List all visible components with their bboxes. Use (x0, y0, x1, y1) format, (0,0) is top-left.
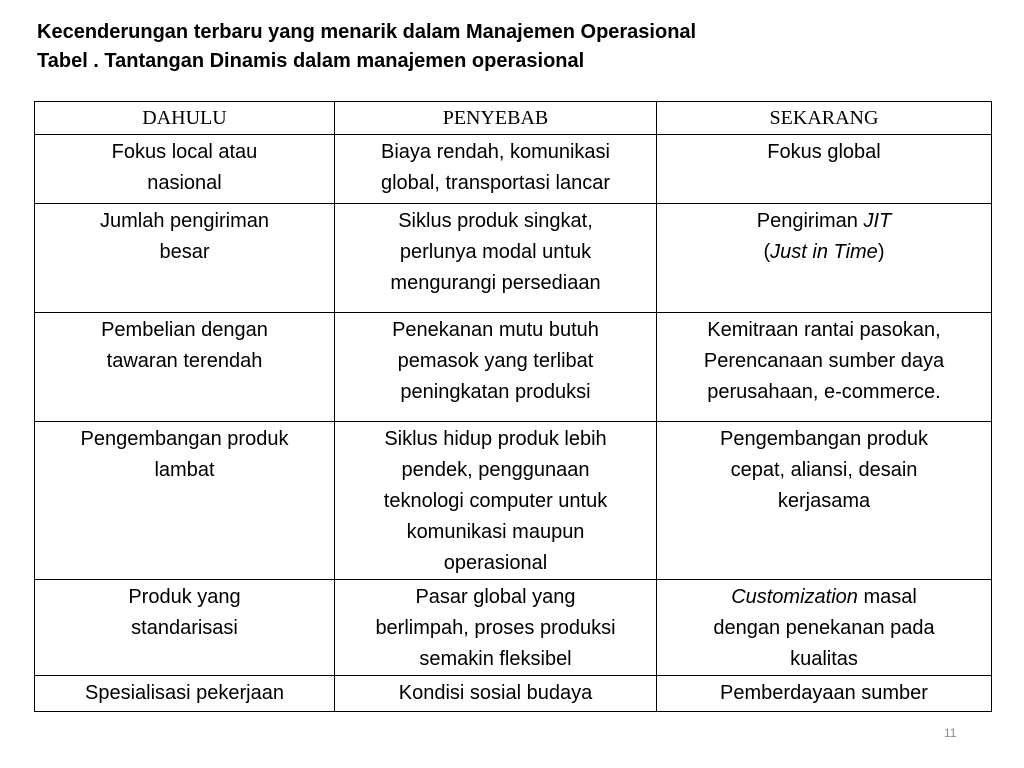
cell-line: mengurangi persediaan (390, 272, 601, 294)
cell-line: Siklus produk singkat, (398, 210, 593, 232)
header-sekarang: SEKARANG (657, 102, 992, 135)
cell-sekarang (657, 422, 992, 580)
jit-prefix: Pengiriman (756, 210, 864, 232)
challenges-table (34, 101, 992, 712)
cell-line: kualitas (790, 648, 858, 670)
jit-close-paren: ) (877, 241, 885, 263)
cell-penyebab (335, 204, 657, 313)
cell-line: lambat (154, 459, 215, 481)
table-row (35, 204, 992, 313)
cell-line: Penekanan mutu butuh (392, 319, 599, 341)
jit-abbr: JIT (863, 210, 892, 232)
jit-open-paren: ( (763, 241, 771, 263)
table-row (35, 313, 992, 422)
cell-line: Pemberdayaan sumber (720, 682, 928, 704)
cell-penyebab (335, 580, 657, 676)
cell-line: Fokus local atau (111, 141, 258, 163)
cell-line: Produk yang (128, 586, 241, 608)
header-penyebab: PENYEBAB (335, 102, 657, 135)
cell-dahulu (35, 204, 335, 313)
cell-line: pemasok yang terlibat (397, 350, 594, 372)
cell-line: Kondisi sosial budaya (398, 682, 593, 704)
cell-line: Pengembangan produk (80, 428, 289, 450)
cell-line: Jumlah pengiriman (100, 210, 269, 232)
cell-line: cepat, aliansi, desain (730, 459, 918, 481)
cell-line: Pembelian dengan (101, 319, 268, 341)
cell-sekarang (657, 580, 992, 676)
table-header-row (35, 102, 992, 135)
cell-dahulu (35, 676, 335, 712)
customization-rest: masal (857, 586, 917, 608)
cell-penyebab (335, 313, 657, 422)
cell-line: Kemitraan rantai pasokan, (707, 319, 941, 341)
cell-line: Pasar global yang (415, 586, 576, 608)
header-dahulu: DAHULU (35, 102, 335, 135)
cell-line: perusahaan, e-commerce. (707, 381, 941, 403)
cell-line: Siklus hidup produk lebih (384, 428, 607, 450)
cell-penyebab (335, 135, 657, 204)
cell-sekarang (657, 204, 992, 313)
slide-title (37, 18, 696, 76)
cell-sekarang (657, 676, 992, 712)
table-row (35, 580, 992, 676)
cell-line: standarisasi (131, 617, 238, 639)
table-row (35, 135, 992, 204)
table-row (35, 676, 992, 712)
cell-line: pendek, penggunaan (401, 459, 590, 481)
cell-line: peningkatan produksi (400, 381, 591, 403)
cell-line: besar (159, 241, 210, 263)
table-row (35, 422, 992, 580)
cell-line: perlunya modal untuk (399, 241, 592, 263)
cell-sekarang (657, 313, 992, 422)
customization-word: Customization (731, 586, 858, 608)
cell-line: berlimpah, proses produksi (375, 617, 616, 639)
cell-line: Pengembangan produk (720, 428, 928, 450)
cell-line: nasional (147, 172, 222, 194)
page-number: 11 (944, 726, 957, 740)
cell-penyebab (335, 422, 657, 580)
cell-line: komunikasi maupun (406, 521, 585, 543)
cell-line: semakin fleksibel (419, 648, 572, 670)
cell-line: dengan penekanan pada (713, 617, 935, 639)
cell-line: Spesialisasi pekerjaan (84, 682, 284, 704)
title-line-2: Tabel . Tantangan Dinamis dalam manajemen operasional (37, 50, 585, 72)
cell-dahulu (35, 422, 335, 580)
cell-penyebab (335, 676, 657, 712)
cell-dahulu (35, 135, 335, 204)
cell-line: kerjasama (777, 490, 871, 512)
cell-line: Fokus global (767, 141, 881, 163)
jit-full: Just in Time (770, 241, 878, 263)
cell-line: Perencanaan sumber daya (703, 350, 945, 372)
cell-dahulu (35, 313, 335, 422)
cell-line: tawaran terendah (106, 350, 263, 372)
cell-sekarang (657, 135, 992, 204)
cell-line: global, transportasi lancar (380, 172, 610, 194)
cell-dahulu (35, 580, 335, 676)
title-line-1: Kecenderungan terbaru yang menarik dalam Manajemen Operasional (37, 21, 697, 43)
cell-line: Biaya rendah, komunikasi (380, 141, 610, 163)
cell-line: teknologi computer untuk (383, 490, 608, 512)
cell-line: operasional (443, 552, 548, 574)
